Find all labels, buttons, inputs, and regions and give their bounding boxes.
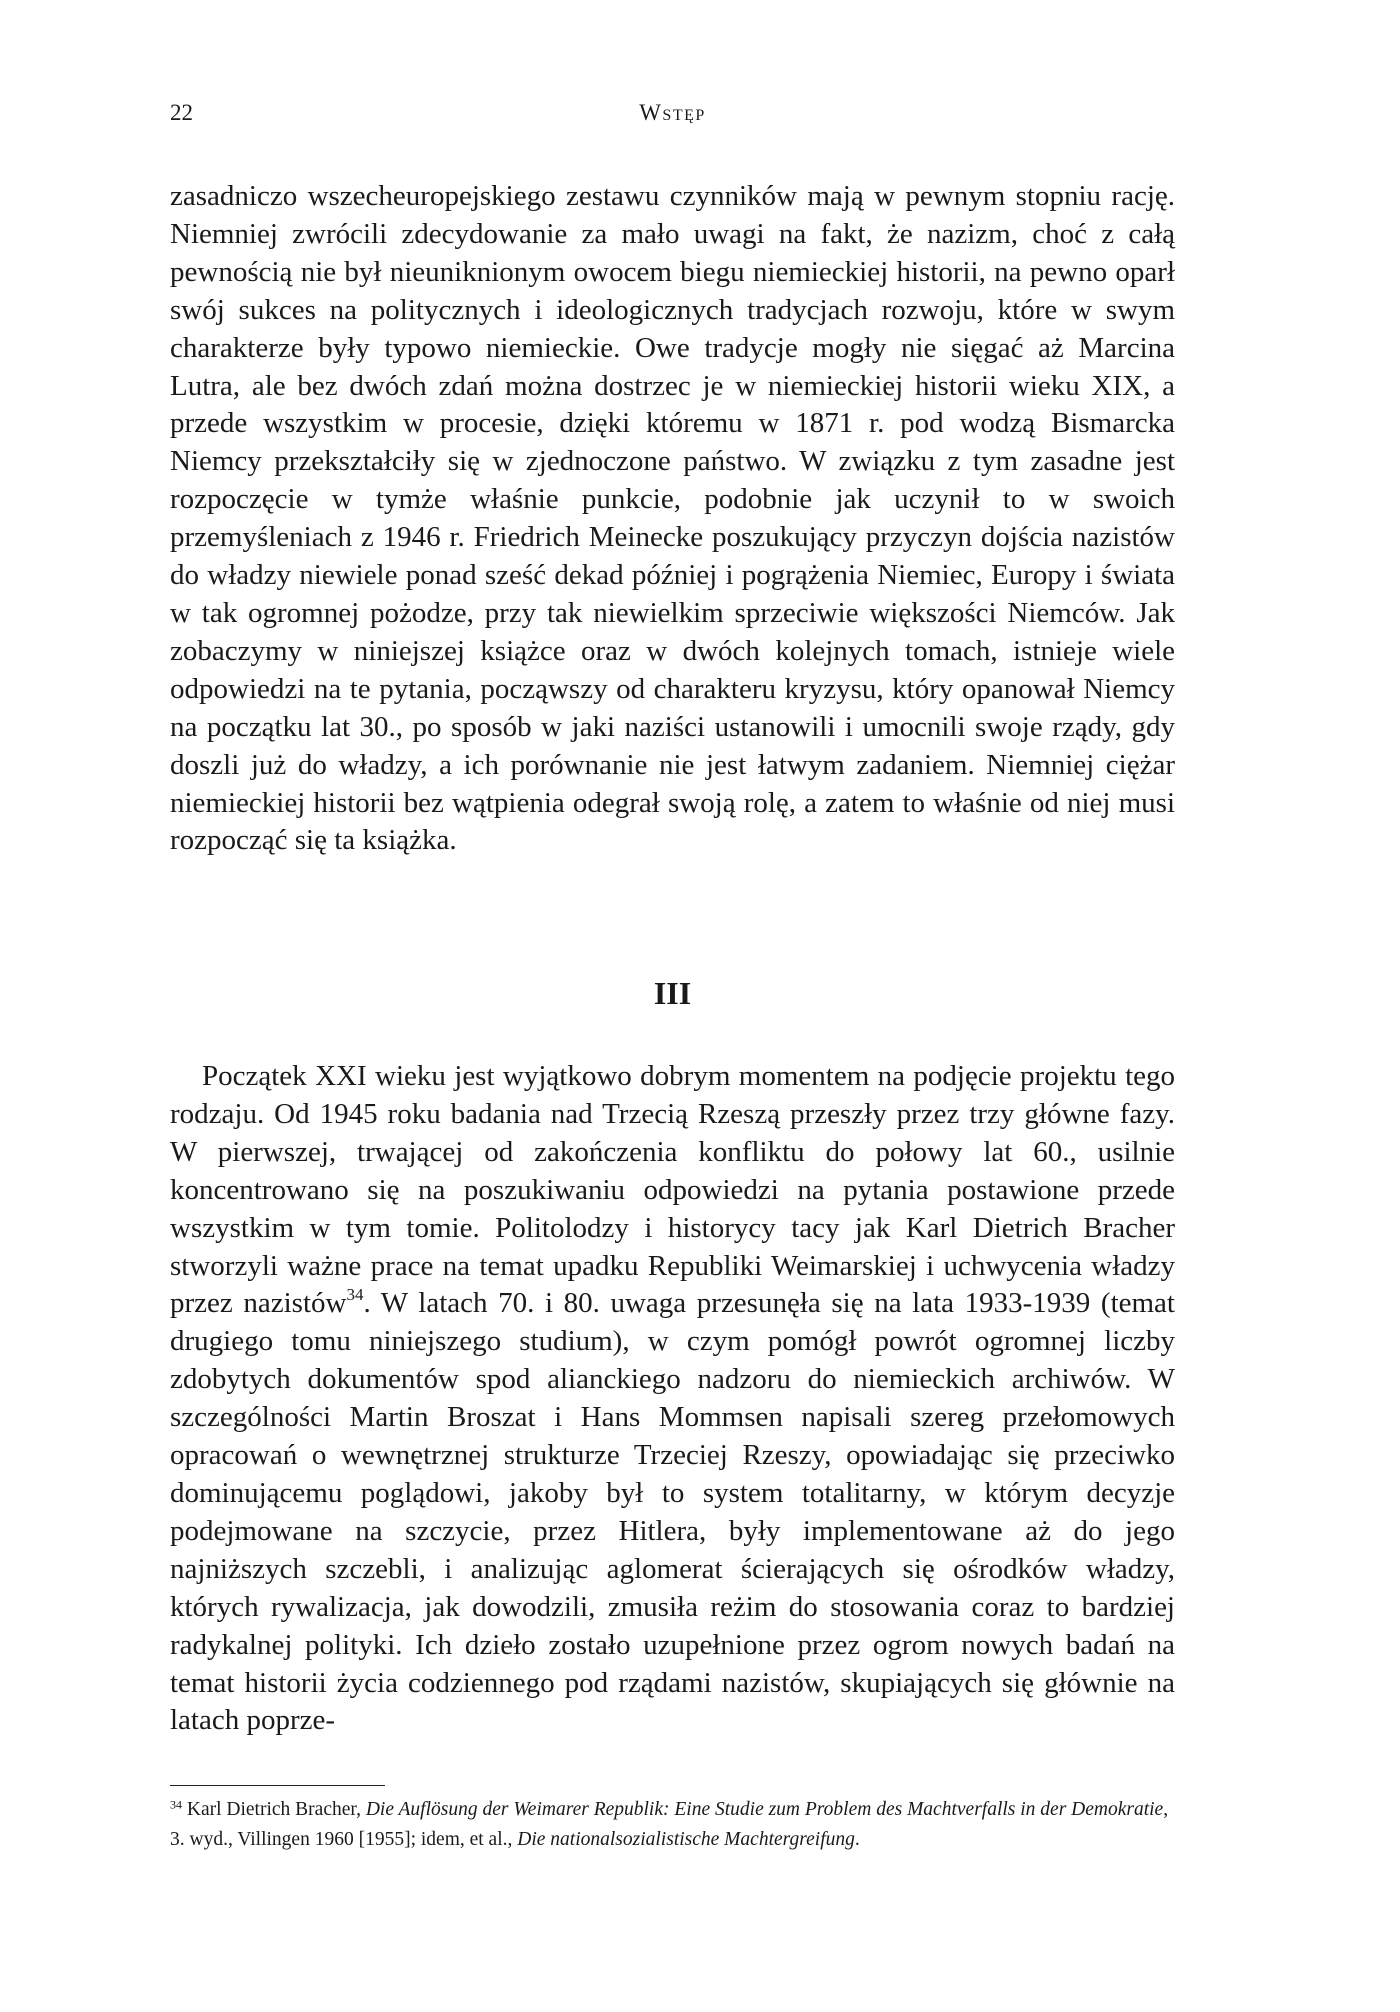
page-number: 22 — [170, 100, 193, 125]
body-section-1 — [170, 178, 1175, 860]
footnote-number: 34 — [170, 1797, 182, 1812]
paragraph-text: Początek XXI wieku jest wyjątkowo dobrym momentem na podjęcie projektu tego rodzaju. Od 1945 roku badania nad Trzecią Rzeszą przeszły przez trzy główne fazy. W pierwszej, trwającej od zakończenia konfliktu do połowy lat 60., usilnie koncentrowano się na poszukiwaniu odpowiedzi na pytania postawione przede wszystkim w tym tomie. Politolodzy i historycy tacy jak Karl Dietrich Bracher stworzyli ważne prace na temat upadku Republiki Weimarskiej i uchwycenia władzy przez nazistów — [170, 1060, 1175, 1320]
paragraph-text-continued: . W latach 70. i 80. uwaga przesunęła się na lata 1933-1939 (temat drugiego tomu niniejszego studium), w czym pomógł powrót ogromnej liczby zdobytych dokumentów spod alianckiego nadzoru do niemieckich archiwów. W szczególności Martin Broszat i Hans Mommsen napisali szereg przełomowych opracowań o wewnętrznej strukturze Trzeciej Rzeszy, opowiadając się przeciwko dominującemu poglądowi, jakoby był to system totalitarny, w którym decyzje podejmowane na szczycie, przez Hitlera, były implementowane aż do jego najniższych szczebli, i analizując aglomerat ścierających się ośrodków władzy, których rywalizacja, jak dowodzili, zmusiła reżim do stosowania coraz to bardziej radykalnej polityki. Ich dzieło zostało uzupełnione przez ogrom nowych badań na temat historii życia codziennego pod rządami nazistów, skupiających się głównie na latach poprze- — [170, 1287, 1175, 1737]
running-header-title: Wstęp — [639, 100, 706, 125]
footnote-title-2: Die nationalsozialistische Machtergreifung — [517, 1829, 855, 1850]
paragraph: zasadniczo wszecheuropejskiego zestawu czynników mają w pewnym stopniu rację. Niemniej zwrócili zdecydowanie za mało uwagi na fakt, że nazizm, choć z całą pewnością nie był nieuniknionym owocem biegu niemieckiej historii, na pewno oparł swój sukces na politycznych i ideologicznych tradycjach rozwoju, które w swym charakterze były typowo niemieckie. Owe tradycje mogły nie sięgać aż Marcina Lutra, ale bez dwóch zdań można dostrzec je w niemieckiej historii wieku XIX, a przede wszystkim w procesie, dzięki któremu w 1871 r. pod wodzą Bismarcka Niemcy przekształciły się w zjednoczone państwo. W związku z tym zasadne jest rozpoczęcie w tymże właśnie punkcie, podobnie jak uczynił to w swoich przemyśleniach z 1946 r. Friedrich Meinecke poszukujący przyczyn dojścia nazistów do władzy niewiele ponad sześć dekad później i pogrążenia Niemiec, Europy i świata w tak ogromnej pożodze, przy tak niewielkim sprzeciwie większości Niemców. Jak zobaczymy w niniejszej książce oraz w dwóch kolejnych tomach, istnieje wiele odpowiedzi na te pytania, począwszy od charakteru kryzysu, który opanował Niemcy na początku lat 30., po sposób w jaki naziści ustanowili i umocnili swoje rządy, gdy doszli już do władzy, a ich porównanie nie jest łatwym zadaniem. Niemniej ciężar niemieckiej historii bez wątpienia odegrał swoją rolę, a zatem to właśnie od niej musi rozpocząć się ta książka. — [170, 180, 1175, 857]
paragraph — [170, 1058, 1175, 1740]
body-section-2 — [170, 1058, 1175, 1740]
footnote-title-1: Die Auflösung der Weimarer Republik: Eine Studie zum Problem des Machtverfalls in der Demokratie — [365, 1799, 1164, 1820]
footnote-end: . — [854, 1829, 860, 1850]
footnote-reference[interactable]: 34 — [346, 1285, 364, 1305]
footnote-divider — [170, 1785, 385, 1786]
section-heading: III — [653, 975, 692, 1011]
footnote-publication-info: , 3. wyd., Villingen 1960 [1955]; idem, et al., — [170, 1799, 1169, 1850]
footnote-author: Karl Dietrich Bracher, — [186, 1799, 366, 1820]
footnote — [170, 1795, 1175, 1855]
running-head — [170, 100, 1175, 136]
